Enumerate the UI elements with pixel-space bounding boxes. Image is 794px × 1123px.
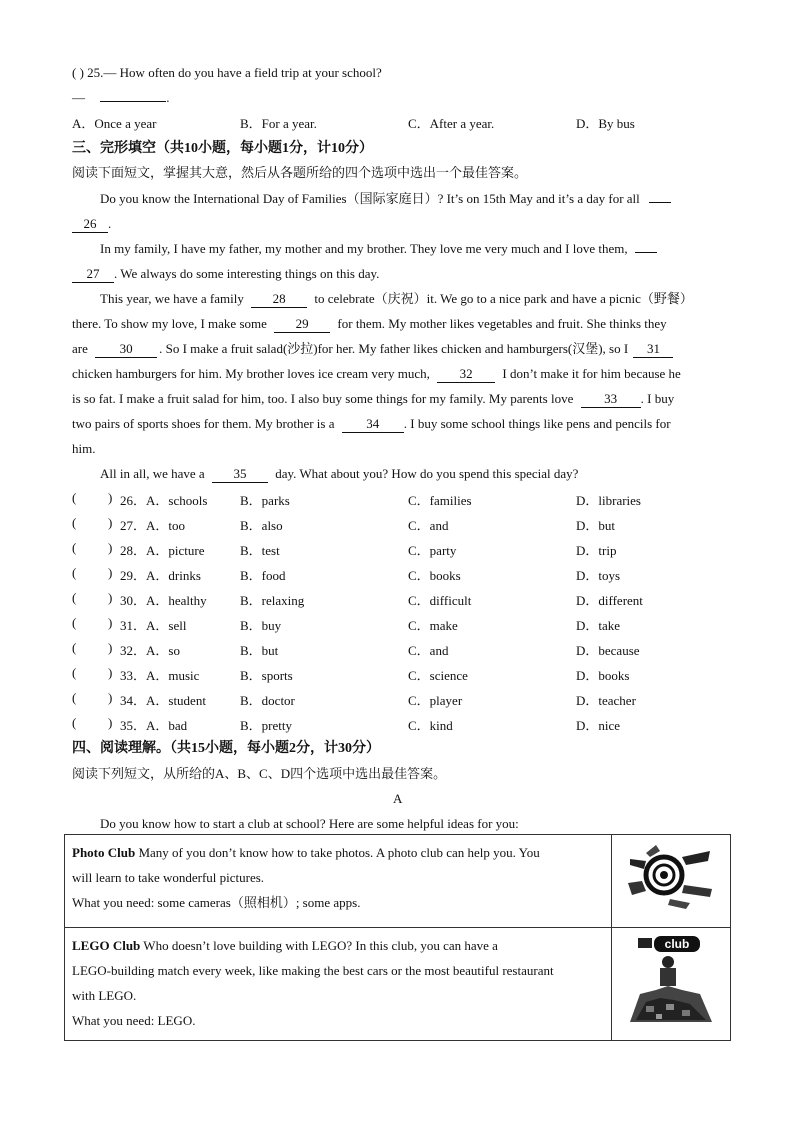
option-a[interactable]: 28．A．picture bbox=[120, 543, 205, 558]
answer-paren-open: ( bbox=[72, 715, 77, 730]
option-c[interactable]: C．and bbox=[408, 518, 449, 533]
option-d[interactable]: D．libraries bbox=[576, 493, 641, 508]
choice-row bbox=[72, 640, 732, 658]
lego-club-image-cell bbox=[612, 928, 731, 1041]
option-c[interactable]: C．player bbox=[408, 693, 463, 708]
choice-row bbox=[72, 590, 732, 608]
option-c[interactable]: C．party bbox=[408, 543, 457, 558]
q25-option-a[interactable]: A．Once a year bbox=[72, 116, 157, 131]
cloze-line-11: him. bbox=[72, 441, 96, 456]
q25-option-b[interactable]: B．For a year. bbox=[240, 116, 317, 131]
option-b[interactable]: B．relaxing bbox=[240, 593, 305, 608]
option-b[interactable]: B．but bbox=[240, 643, 279, 658]
option-c[interactable]: C．science bbox=[408, 668, 468, 683]
option-d[interactable]: D．but bbox=[576, 518, 616, 533]
choice-row bbox=[72, 540, 732, 558]
choice-row bbox=[72, 690, 732, 708]
lego-club-cell: LEGO Club Who doesn’t love building with LEGO? In this club, you can have a LEGO-building match every week, like making the best cars or the most beautiful restaurant with LEGO. What you need: LEGO. bbox=[65, 928, 612, 1041]
cloze-line-4: 27 . We always do some interesting things on this day. bbox=[72, 265, 379, 283]
option-b[interactable]: B．pretty bbox=[240, 718, 292, 733]
option-c[interactable]: C．kind bbox=[408, 718, 453, 733]
q25-answer-line: — . bbox=[72, 90, 170, 105]
blank-35[interactable]: 35 bbox=[212, 466, 268, 483]
cloze-line-12: All in all, we have a 35 day. What about you? How do you spend this special day? bbox=[100, 466, 579, 481]
option-d[interactable]: D．trip bbox=[576, 543, 617, 558]
option-a[interactable]: 33．A．music bbox=[120, 668, 200, 683]
choice-row bbox=[72, 565, 732, 583]
option-a[interactable]: 29．A．drinks bbox=[120, 568, 201, 583]
option-b[interactable]: B．food bbox=[240, 568, 286, 583]
option-a[interactable]: 32．A．so bbox=[120, 643, 180, 658]
option-c[interactable]: C．families bbox=[408, 493, 472, 508]
camera-eye-icon bbox=[616, 839, 726, 915]
option-a[interactable]: 34．A．student bbox=[120, 693, 206, 708]
option-a[interactable]: 26．A．schools bbox=[120, 493, 208, 508]
q25-option-c[interactable]: C．After a year. bbox=[408, 116, 495, 131]
passage-label: A bbox=[393, 791, 403, 806]
answer-paren-open: ( bbox=[72, 640, 77, 655]
club-name: LEGO Club bbox=[72, 938, 141, 953]
blank-33[interactable]: 33 bbox=[581, 391, 641, 408]
option-a[interactable]: 30．A．healthy bbox=[120, 593, 207, 608]
answer-paren-close: ) bbox=[108, 515, 113, 530]
cloze-line-6: there. To show my love, I make some 29 for them. My mother likes vegetables and fruit. She thinks they bbox=[72, 316, 667, 331]
lego-figure-icon bbox=[616, 932, 726, 1028]
choice-row bbox=[72, 665, 732, 683]
answer-paren: ( ) bbox=[72, 65, 84, 80]
table-row bbox=[65, 928, 731, 1041]
section4-title: 四、阅读理解。（共15小题，每小题2分，计30分） bbox=[72, 741, 380, 756]
choice-row bbox=[72, 515, 732, 533]
answer-paren-open: ( bbox=[72, 615, 77, 630]
option-d[interactable]: D．teacher bbox=[576, 693, 636, 708]
option-d[interactable]: D．toys bbox=[576, 568, 621, 583]
option-d[interactable]: D．because bbox=[576, 643, 640, 658]
cloze-line-8: chicken hamburgers for him. My brother loves ice cream very much, 32 I don’t make it for him because he bbox=[72, 366, 681, 381]
answer-paren-open: ( bbox=[72, 690, 77, 705]
option-d[interactable]: D．different bbox=[576, 593, 643, 608]
choice-row bbox=[72, 490, 732, 508]
option-b[interactable]: B．buy bbox=[240, 618, 282, 633]
table-row bbox=[65, 835, 731, 928]
blank-32[interactable]: 32 bbox=[437, 366, 495, 383]
answer-paren-close: ) bbox=[108, 490, 113, 505]
cloze-line-9: is so fat. I make a fruit salad for him, too. I also buy some things for my family. My parents love 33 . I buy bbox=[72, 391, 675, 406]
cloze-line-1: Do you know the International Day of Families（国际家庭日）? It’s on 15th May and it’s a day for all bbox=[100, 190, 671, 208]
blank-30[interactable]: 30 bbox=[95, 341, 157, 358]
section4-instruction: 阅读下列短文，从所给的A、B、C、D四个选项中选出最佳答案。 bbox=[72, 766, 447, 781]
answer-paren-close: ) bbox=[108, 540, 113, 555]
clubs-table bbox=[64, 834, 731, 1041]
passage-intro: Do you know how to start a club at school? Here are some helpful ideas for you: bbox=[100, 816, 519, 831]
option-c[interactable]: C．and bbox=[408, 643, 449, 658]
option-d[interactable]: D．take bbox=[576, 618, 621, 633]
option-d[interactable]: D．nice bbox=[576, 718, 621, 733]
blank-27[interactable]: 27 bbox=[72, 266, 114, 283]
answer-paren-open: ( bbox=[72, 565, 77, 580]
choice-row bbox=[72, 715, 732, 733]
section3-title: 三、完形填空（共10小题，每小题1分，计10分） bbox=[72, 141, 373, 156]
cloze-line-10: two pairs of sports shoes for them. My brother is a 34 . I buy some school things like pens and pencils for bbox=[72, 416, 671, 431]
blank-34[interactable]: 34 bbox=[342, 416, 404, 433]
answer-paren-open: ( bbox=[72, 515, 77, 530]
answer-paren-close: ) bbox=[108, 640, 113, 655]
option-a[interactable]: 27．A．too bbox=[120, 518, 186, 533]
blank-31[interactable]: 31 bbox=[633, 341, 673, 358]
cloze-line-2: 26 . bbox=[72, 215, 111, 233]
cloze-line-3: In my family, I have my father, my mother and my brother. They love me very much and I love them, bbox=[100, 240, 657, 258]
answer-paren-close: ) bbox=[108, 615, 113, 630]
choice-row bbox=[72, 615, 732, 633]
answer-paren-close: ) bbox=[108, 690, 113, 705]
photo-club-cell: Photo Club Many of you don’t know how to take photos. A photo club can help you. You will learn to take wonderful pictures. What you need: some cameras（照相机）; some apps. bbox=[65, 835, 612, 928]
answer-paren-close: ) bbox=[108, 665, 113, 680]
answer-paren-close: ) bbox=[108, 565, 113, 580]
cloze-line-7: are 30 . So I make a fruit salad(沙拉)for her. My father likes chicken and hamburgers(汉堡), so I 31 bbox=[72, 340, 673, 358]
answer-blank[interactable] bbox=[100, 101, 166, 102]
club-name: Photo Club bbox=[72, 845, 136, 860]
answer-paren-open: ( bbox=[72, 490, 77, 505]
option-b[interactable]: B．test bbox=[240, 543, 280, 558]
option-b[interactable]: B．doctor bbox=[240, 693, 295, 708]
option-d[interactable]: D．books bbox=[576, 668, 630, 683]
option-b[interactable]: B．also bbox=[240, 518, 283, 533]
option-b[interactable]: B．parks bbox=[240, 493, 290, 508]
option-c[interactable]: C．difficult bbox=[408, 593, 472, 608]
question-text: 25.— How often do you have a field trip at your school? bbox=[87, 65, 382, 80]
q25-option-d[interactable]: D．By bus bbox=[576, 116, 635, 131]
blank-26[interactable]: 26 bbox=[72, 216, 108, 233]
option-a[interactable]: 31．A．sell bbox=[120, 618, 187, 633]
answer-paren-open: ( bbox=[72, 665, 77, 680]
option-c[interactable]: C．make bbox=[408, 618, 458, 633]
option-c[interactable]: C．books bbox=[408, 568, 461, 583]
section3-instruction: 阅读下面短文，掌握其大意，然后从各题所给的四个选项中选出一个最佳答案。 bbox=[72, 165, 528, 180]
answer-paren-close: ) bbox=[108, 715, 113, 730]
answer-paren-close: ) bbox=[108, 590, 113, 605]
answer-paren-open: ( bbox=[72, 540, 77, 555]
lego-logo-text: club bbox=[664, 937, 690, 951]
answer-paren-open: ( bbox=[72, 590, 77, 605]
blank-29[interactable]: 29 bbox=[274, 316, 330, 333]
option-a[interactable]: 35．A．bad bbox=[120, 718, 188, 733]
option-b[interactable]: B．sports bbox=[240, 668, 293, 683]
blank-28[interactable]: 28 bbox=[251, 291, 307, 308]
cloze-line-5: This year, we have a family 28 to celebrate（庆祝）it. We go to a nice park and have a picnic（野餐） bbox=[100, 291, 693, 306]
photo-club-image-cell bbox=[612, 835, 731, 928]
q25-stem bbox=[72, 64, 382, 82]
